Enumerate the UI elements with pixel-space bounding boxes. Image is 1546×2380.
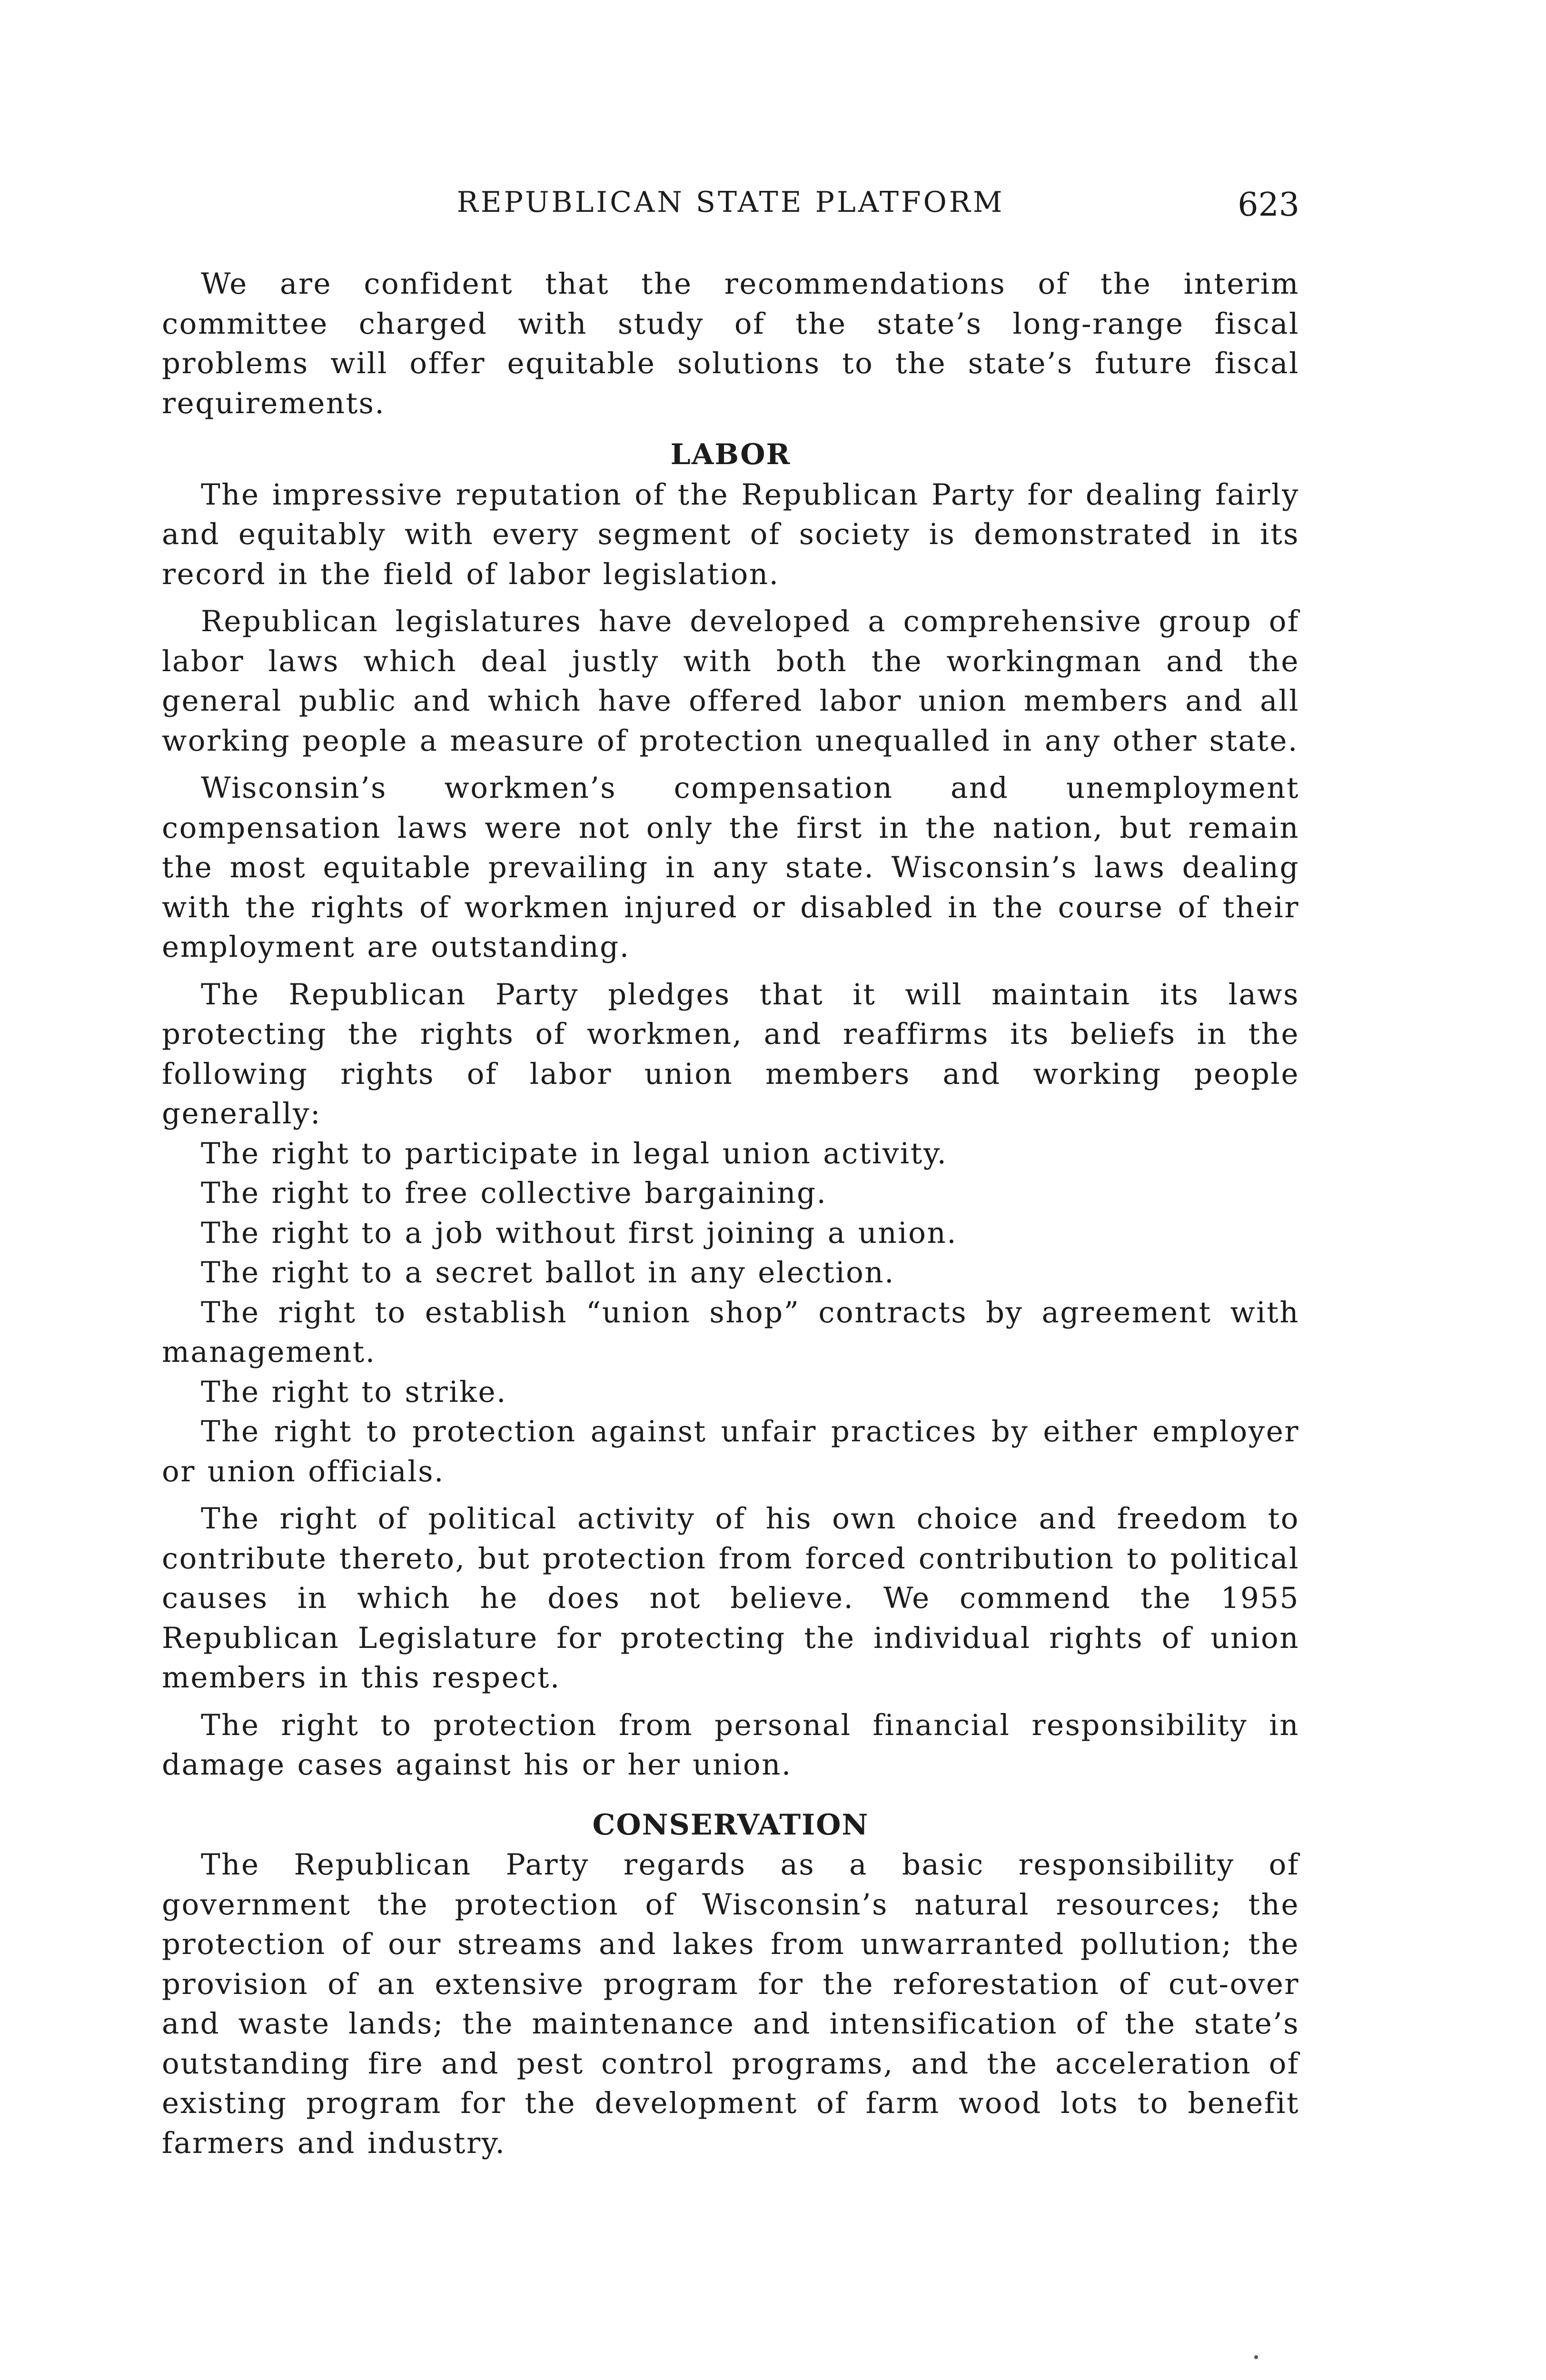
labor-paragraph: Wisconsin’s workmen’s compensation and unemployment compensation laws were not only the first in the nation, but remain the most equitable prevailing in any state. Wisconsin’s laws dealing with the rights of workmen injured or disabled in the course of their employment are outstanding.: [162, 771, 1299, 964]
scan-speck-mark: [1254, 2355, 1258, 2359]
labor-right-item: The right to a secret ballot in any election.: [201, 1256, 895, 1289]
intro-paragraph: We are confident that the recommendations of the interim committee charged with study of the state’s long-range fiscal problems will offer equitable solutions to the state’s future fiscal requirements.: [162, 267, 1299, 420]
labor-paragraph: The Republican Party pledges that it will maintain its laws protecting the rights of workmen, and reaffirms its beliefs in the following rights of labor union members and working people generally:: [162, 977, 1299, 1130]
labor-right-item: The right to strike.: [201, 1375, 507, 1409]
labor-closing-paragraph: The right of political activity of his own choice and freedom to contribute thereto, but protection from forced contribution to political causes in which he does not believe. We commend the 1955 Republican Legislature for protecting the individual rights of union members in this respect.: [162, 1502, 1299, 1695]
labor-right-item: The right to establish “union shop” contracts by agreement with management.: [162, 1295, 1299, 1369]
labor-right-item: The right to participate in legal union activity.: [201, 1136, 948, 1170]
document-page: [162, 0, 1299, 2380]
labor-right-item: The right to protection against unfair practices by either employer or union officials.: [162, 1415, 1299, 1488]
section-heading-labor: LABOR: [670, 438, 791, 471]
labor-right-item: The right to free collective bargaining.: [201, 1176, 827, 1210]
running-header: [162, 181, 1299, 224]
labor-closing-paragraph: The right to protection from personal financial responsibility in damage cases against his or her union.: [162, 1708, 1299, 1782]
body-text: [162, 264, 1299, 2163]
labor-right-item: The right to a job without first joining a union.: [201, 1216, 958, 1250]
running-title: REPUBLICAN STATE PLATFORM: [456, 186, 1005, 219]
section-heading-conservation: CONSERVATION: [592, 1808, 869, 1842]
page-number: 623: [1238, 186, 1299, 224]
labor-paragraph: The impressive reputation of the Republican Party for dealing fairly and equitably with every segment of society is demonstrated in its record in the field of labor legislation.: [162, 477, 1299, 591]
conservation-paragraph: The Republican Party regards as a basic responsibility of government the protection of Wisconsin’s natural resources; the protection of our streams and lakes from unwarranted pollution; the provision of an extensive program for the reforestation of cut-over and waste lands; the maintenance and intensification of the state’s outstanding fire and pest control programs, and the acceleration of existing program for the development of farm wood lots to benefit farmers and industry.: [162, 1848, 1299, 2160]
labor-paragraph: Republican legislatures have developed a comprehensive group of labor laws which deal justly with both the workingman and the general public and which have offered labor union members and all working people a measure of protection unequalled in any other state.: [162, 605, 1299, 758]
